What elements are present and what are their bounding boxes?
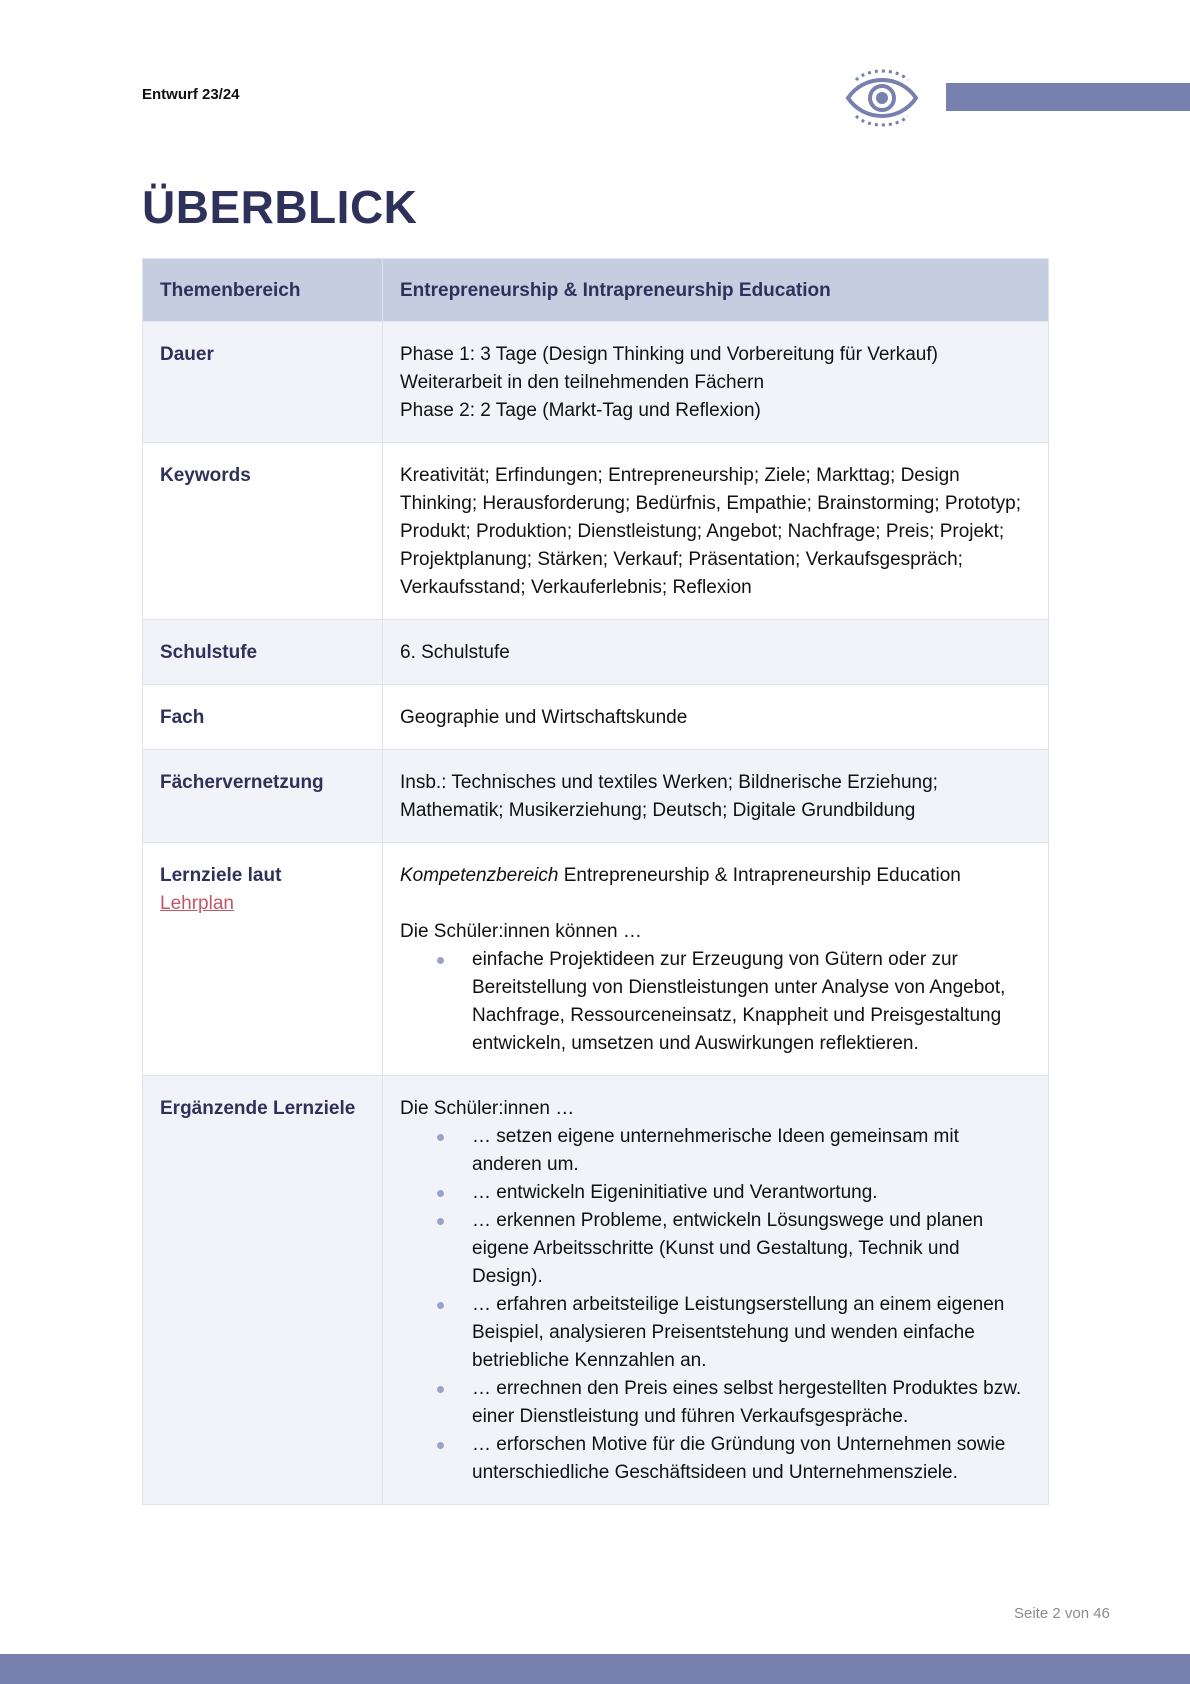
row-value: 6. Schulstufe [383, 620, 1049, 685]
lernziele-intro: Die Schüler:innen können … [400, 921, 642, 942]
row-value: Geographie und Wirtschaftskunde [383, 685, 1049, 750]
row-label: Dauer [143, 322, 383, 443]
row-label [143, 843, 383, 1076]
kompetenzbereich-text: Entrepreneurship & Intrapreneurship Education [558, 865, 961, 886]
draft-label: Entwurf 23/24 [142, 86, 240, 103]
overview-table [142, 258, 1049, 1505]
dauer-line: Phase 2: 2 Tage (Markt-Tag und Reflexion) [400, 400, 761, 421]
lehrplan-link[interactable]: Lehrplan [160, 893, 234, 914]
page-number: Seite 2 von 46 [1014, 1605, 1110, 1622]
list-item: einfache Projektideen zur Erzeugung von Gütern oder zur Bereitstellung von Dienstleistungen unter Analyse von Angebot, Nachfrage, Ressourceneinsatz, Knappheit und Preisgestaltung entwickeln, umsetzen und Auswirkungen reflektieren. [472, 946, 1031, 1058]
row-label: Schulstufe [143, 620, 383, 685]
list-item: … entwickeln Eigeninitiative und Verantwortung. [472, 1179, 1031, 1207]
table-row-faechervernetzung [143, 750, 1049, 843]
list-item: … errechnen den Preis eines selbst hergestellten Produktes bzw. einer Dienstleistung und führen Verkaufsgespräche. [472, 1375, 1031, 1431]
list-item: … setzen eigene unternehmerische Ideen gemeinsam mit anderen um. [472, 1123, 1031, 1179]
row-label: Fach [143, 685, 383, 750]
row-value [383, 843, 1049, 1076]
lernziele-list [400, 946, 1031, 1058]
row-value [383, 322, 1049, 443]
dauer-line: Weiterarbeit in den teilnehmenden Fächern [400, 372, 765, 393]
page-title: ÜBERBLICK [142, 181, 418, 233]
row-value [383, 1076, 1049, 1505]
ergaenzende-intro: Die Schüler:innen … [400, 1098, 575, 1119]
row-label: Ergänzende Lernziele [143, 1076, 383, 1505]
row-label: Themenbereich [143, 259, 383, 322]
table-row-keywords [143, 443, 1049, 620]
header-accent-bar [946, 83, 1190, 111]
table-row-schulstufe [143, 620, 1049, 685]
kompetenzbereich-line [400, 862, 1031, 890]
row-value: Insb.: Technisches und textiles Werken; Bildnerische Erziehung; Mathematik; Musikerziehung; Deutsch; Digitale Grundbildung [383, 750, 1049, 843]
list-item: … erfahren arbeitsteilige Leistungserstellung an einem eigenen Beispiel, analysieren Preisentstehung und wenden einfache betriebliche Kennzahlen an. [472, 1291, 1031, 1375]
row-value: Entrepreneurship & Intrapreneurship Education [383, 259, 1049, 322]
table-row-lernziele [143, 843, 1049, 1076]
table-row-ergaenzende-lernziele [143, 1076, 1049, 1505]
footer-accent-bar [0, 1654, 1190, 1684]
list-item: … erforschen Motive für die Gründung von Unternehmen sowie unterschiedliche Geschäftsideen und Unternehmensziele. [472, 1431, 1031, 1487]
table-row-dauer [143, 322, 1049, 443]
table-row-themenbereich [143, 259, 1049, 322]
row-value: Kreativität; Erfindungen; Entrepreneurship; Ziele; Markttag; Design Thinking; Herausforderung; Bedürfnis, Empathie; Brainstorming; Prototyp; Produkt; Produktion; Dienstleistung; Angebot; Nachfrage; Preis; Projekt; Projektplanung; Stärken; Verkauf; Präsentation; Verkaufsgespräch; Verkaufsstand; Verkauferlebnis; Reflexion [383, 443, 1049, 620]
ergaenzende-list [400, 1123, 1031, 1487]
eye-icon [842, 66, 922, 130]
row-label: Fächervernetzung [143, 750, 383, 843]
table-row-fach [143, 685, 1049, 750]
dauer-line: Phase 1: 3 Tage (Design Thinking und Vorbereitung für Verkauf) [400, 344, 938, 365]
list-item: … erkennen Probleme, entwickeln Lösungswege und planen eigene Arbeitsschritte (Kunst und Gestaltung, Technik und Design). [472, 1207, 1031, 1291]
row-label: Keywords [143, 443, 383, 620]
kompetenzbereich-label: Kompetenzbereich [400, 865, 559, 886]
lernziele-label: Lernziele laut [160, 865, 282, 886]
